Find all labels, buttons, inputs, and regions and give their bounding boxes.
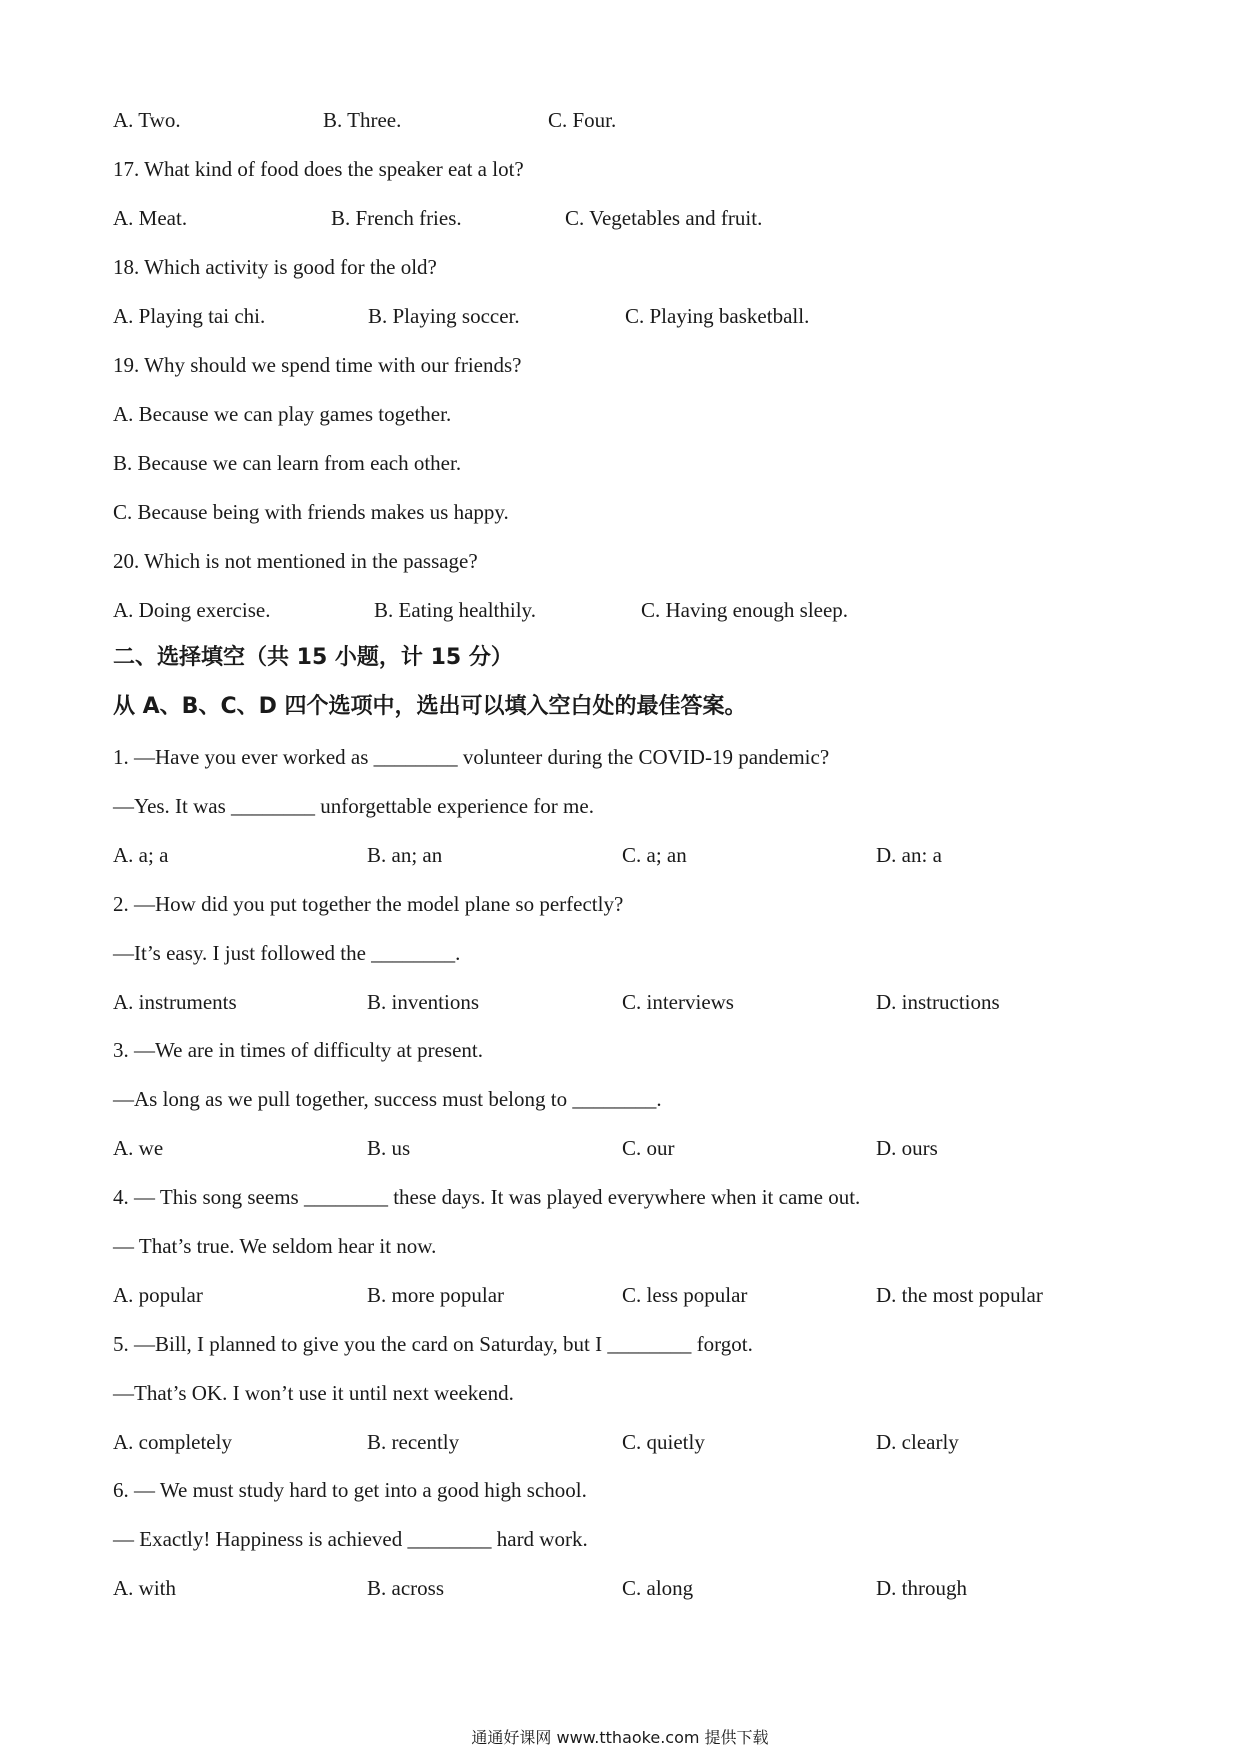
c4-option-d: D. the most popular (876, 1283, 1043, 1307)
q20-stem: 20. Which is not mentioned in the passage? (113, 549, 478, 573)
q16-option-c: C. Four. (548, 108, 617, 132)
c1-option-c: C. a; an (622, 843, 687, 867)
c2-option-b: B. inventions (367, 990, 480, 1014)
q16-option-a: A. Two. (113, 108, 181, 132)
c4-option-b: B. more popular (367, 1283, 505, 1307)
c1-question-line1: 1. —Have you ever worked as ________ volunteer during the COVID-19 pandemic? (113, 745, 830, 769)
c1-question-line2: —Yes. It was ________ unforgettable experience for me. (113, 794, 594, 818)
q18-option-c: C. Playing basketball. (625, 304, 810, 328)
c1-option-d: D. an: a (876, 843, 942, 867)
c3-option-d: D. ours (876, 1136, 938, 1160)
c3-option-c: C. our (622, 1136, 675, 1160)
c2-question-line2: —It’s easy. I just followed the ________. (113, 941, 461, 965)
c5-option-b: B. recently (367, 1430, 460, 1454)
c5-option-d: D. clearly (876, 1430, 959, 1454)
q20-option-b: B. Eating healthily. (374, 598, 536, 622)
c2-question-line1: 2. —How did you put together the model plane so perfectly? (113, 892, 624, 916)
q17-option-b: B. French fries. (331, 206, 462, 230)
q19-option-a: A. Because we can play games together. (113, 402, 452, 426)
c1-option-a: A. a; a (113, 843, 169, 867)
section-instruction: 从 A、B、C、D 四个选项中，选出可以填入空白处的最佳答案。 (113, 694, 747, 719)
c6-option-a: A. with (113, 1576, 176, 1600)
q17-option-c: C. Vegetables and fruit. (565, 206, 763, 230)
q18-stem: 18. Which activity is good for the old? (113, 255, 437, 279)
c4-option-c: C. less popular (622, 1283, 748, 1307)
q17-stem: 17. What kind of food does the speaker eat a lot? (113, 157, 524, 181)
c4-question-line1: 4. — This song seems ________ these days. It was played everywhere when it came out. (113, 1185, 861, 1209)
q18-option-a: A. Playing tai chi. (113, 304, 266, 328)
footer-source-note: 通通好课网 www.tthaoke.com 提供下载 (471, 1728, 769, 1747)
c4-option-a: A. popular (113, 1283, 203, 1307)
c6-option-b: B. across (367, 1576, 444, 1600)
q19-option-b: B. Because we can learn from each other. (113, 451, 462, 475)
c5-option-a: A. completely (113, 1430, 232, 1454)
c2-option-d: D. instructions (876, 990, 1000, 1014)
q19-stem: 19. Why should we spend time with our friends? (113, 353, 522, 377)
c6-option-c: C. along (622, 1576, 694, 1600)
c1-option-b: B. an; an (367, 843, 443, 867)
c3-question-line2: —As long as we pull together, success must belong to ________. (113, 1087, 662, 1111)
c6-option-d: D. through (876, 1576, 967, 1600)
q17-option-a: A. Meat. (113, 206, 188, 230)
c5-question-line1: 5. —Bill, I planned to give you the card on Saturday, but I ________ forgot. (113, 1332, 753, 1356)
q18-option-b: B. Playing soccer. (368, 304, 520, 328)
q16-option-b: B. Three. (323, 108, 402, 132)
c6-question-line2: — Exactly! Happiness is achieved ________ hard work. (113, 1527, 588, 1551)
c5-option-c: C. quietly (622, 1430, 705, 1454)
c4-question-line2: — That’s true. We seldom hear it now. (113, 1234, 437, 1258)
c2-option-c: C. interviews (622, 990, 734, 1014)
q19-option-c: C. Because being with friends makes us happy. (113, 500, 509, 524)
c2-option-a: A. instruments (113, 990, 237, 1014)
q20-option-a: A. Doing exercise. (113, 598, 271, 622)
c3-option-b: B. us (367, 1136, 411, 1160)
c3-option-a: A. we (113, 1136, 164, 1160)
q20-option-c: C. Having enough sleep. (641, 598, 849, 622)
c3-question-line1: 3. —We are in times of difficulty at present. (113, 1038, 483, 1062)
c6-question-line1: 6. — We must study hard to get into a good high school. (113, 1478, 587, 1502)
section-title: 二、选择填空（共 15 小题，计 15 分） (113, 645, 513, 670)
c5-question-line2: —That’s OK. I won’t use it until next weekend. (113, 1381, 514, 1405)
